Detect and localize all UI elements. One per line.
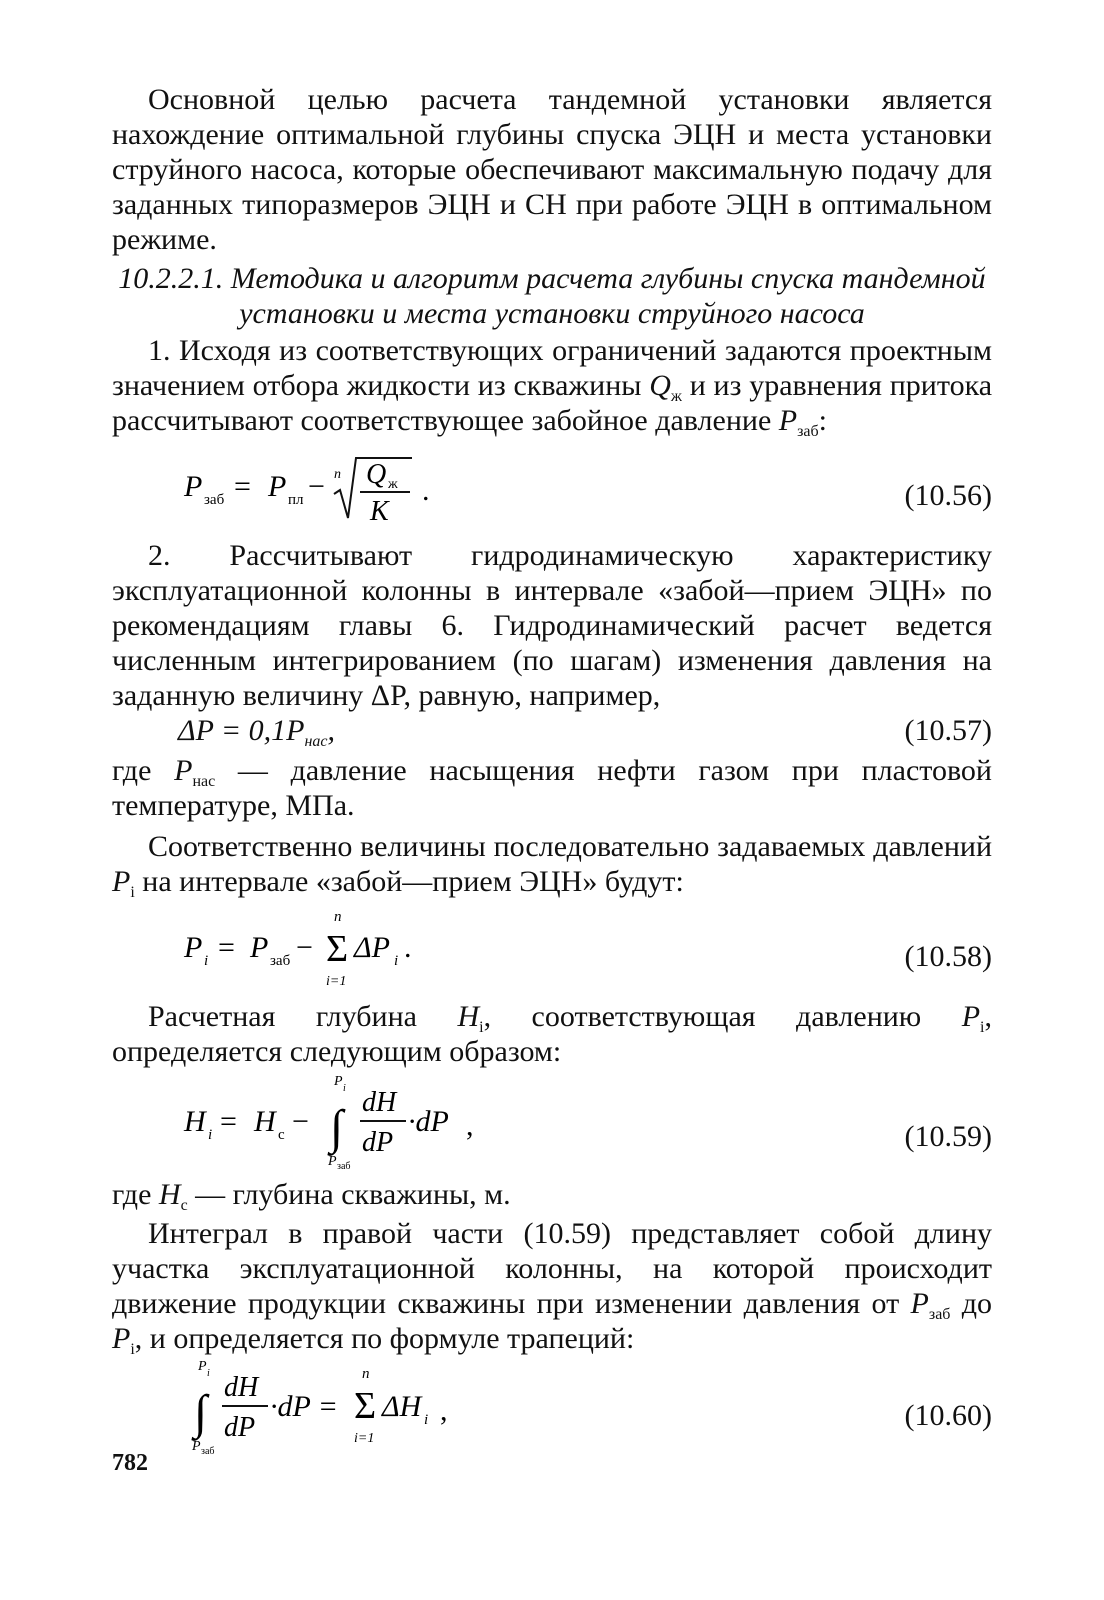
eq56-p-sub: пл — [288, 492, 304, 508]
step-1-text-b: и из уравнения притока рассчитывают соответствующее забойное давление — [112, 369, 993, 437]
eq56-end: . — [422, 474, 430, 507]
equation-number-10-57: (10.57) — [904, 714, 992, 747]
pi-var: P — [112, 865, 131, 898]
hi-p: P — [961, 1000, 981, 1033]
eq58-minus: − — [296, 931, 313, 964]
eq60-tail: ·dP = — [270, 1390, 339, 1423]
eq56-minus: − — [308, 470, 325, 503]
eq57-formula — [178, 713, 335, 748]
eq60-integral-sign: ∫ — [194, 1386, 208, 1439]
eq56-lhs: P — [184, 470, 203, 503]
eq58-lhs-sub: i — [204, 953, 209, 969]
equation-10-58 — [112, 899, 992, 999]
equation-10-60-formula — [184, 1356, 624, 1460]
eq60-upper-sub: i — [207, 1368, 210, 1379]
eq59-num: dH — [362, 1087, 397, 1118]
step-1-text-a: 1. Исходя из соответствующих ограничений задаются проектным значением отбора жидкости из скважины — [112, 334, 992, 402]
page-number: 782 — [112, 1450, 148, 1476]
var-p: P — [778, 404, 798, 437]
hi-paragraph — [112, 999, 992, 1069]
var-p-sub: заб — [797, 423, 819, 440]
page-body — [112, 82, 992, 1460]
pi-sub: i — [130, 884, 135, 901]
equation-number-10-60: (10.60) — [904, 1399, 992, 1432]
eq56-num-sub: ж — [388, 477, 398, 492]
eq60-sum-bottom: i=1 — [354, 1431, 375, 1446]
eq60-den: dP — [224, 1412, 256, 1443]
eq57-lhs: ΔP = 0,1P — [178, 714, 305, 747]
where-59-sub: с — [180, 1197, 188, 1214]
eq59-end: , — [466, 1109, 474, 1142]
eq58-sum-bottom: i=1 — [326, 974, 347, 989]
where-57-sub: нас — [192, 773, 216, 790]
hi-hsub: i — [479, 1019, 484, 1036]
eq57-end: , — [327, 714, 336, 747]
var-q-sub: ж — [670, 388, 682, 405]
integral-p2sub: i — [130, 1341, 135, 1358]
pi-paragraph — [112, 829, 992, 899]
integral-b: до — [950, 1287, 993, 1320]
pi-paragraph-b: на интервале «забой—прием ЭЦН» будут: — [134, 865, 684, 898]
eq58-term: ΔP — [354, 931, 390, 964]
equation-number-10-58: (10.58) — [904, 940, 992, 973]
step-1-text-c: : — [818, 404, 828, 437]
hi-h: H — [457, 1000, 480, 1033]
eq59-integral-sign: ∫ — [330, 1101, 344, 1154]
eq60-num: dH — [224, 1372, 259, 1403]
eq59-lhs-sub: i — [208, 1127, 213, 1143]
equation-10-60 — [112, 1356, 992, 1460]
where-59-a: где — [112, 1178, 159, 1211]
step-2-paragraph: 2. Рассчитывают гидродинамическую характеристику эксплуатационной колонны в интервале «забой—прием ЭЦН» по рекомендациям главы 6. Гидродинамический расчет ведется численным интегрированием (по шагам) изменения давления на заданную величину ΔP, равную, например, — [112, 539, 992, 712]
eq56-equals: = — [234, 470, 251, 503]
step-1-paragraph — [112, 333, 992, 438]
eq58-lhs: P — [184, 931, 203, 964]
where-59-var: H — [158, 1178, 181, 1211]
eq59-upper-sub: i — [343, 1083, 346, 1094]
equation-number-10-59: (10.59) — [904, 1120, 992, 1153]
intro-paragraph: Основной целью расчета тандемной установки является нахождение оптимальной глубины спуска ЭЦН и места установки струйного насоса, которые обеспечивают максимальную подачу для заданных типоразмеров ЭЦН и СН при работе ЭЦН в оптимальном режиме. — [112, 83, 992, 256]
eq60-upper: P — [198, 1359, 207, 1374]
integral-a: Интеграл в правой части (10.59) представляет собой длину участка эксплуатационной колонны, на которой происходит движение продукции скважины при изменении давления от — [112, 1217, 992, 1320]
section-heading: 10.2.2.1. Методика и алгоритм расчета глубины спуска тандемной установки и места установки струйного насоса — [118, 262, 986, 330]
integral-p1sub: заб — [928, 1306, 951, 1323]
eq59-lower-sub: заб — [337, 1161, 351, 1172]
eq60-end: , — [440, 1394, 448, 1427]
eq59-tail: ·dP — [408, 1105, 449, 1138]
eq58-sum-top: n — [334, 909, 342, 925]
eq58-sum-symbol: Σ — [326, 928, 349, 970]
where-57-var: P — [174, 754, 193, 787]
integral-p1: P — [910, 1287, 929, 1320]
eq58-p-sub: заб — [270, 953, 291, 969]
eq60-term: ΔH — [382, 1390, 422, 1423]
eq59-upper: P — [334, 1074, 343, 1089]
eq59-equals: = — [220, 1105, 237, 1138]
where-59-b: — глубина скважины, м. — [187, 1178, 511, 1211]
equation-10-58-formula — [184, 899, 584, 999]
eq56-num: Q — [366, 459, 387, 490]
eq58-end: . — [404, 931, 412, 964]
equation-10-57 — [112, 713, 992, 753]
eq60-sum-symbol: Σ — [354, 1385, 377, 1427]
eq57-sub: нас — [304, 733, 328, 750]
eq59-lower: P — [328, 1154, 337, 1169]
eq58-equals: = — [218, 931, 235, 964]
eq56-lhs-sub: заб — [204, 492, 225, 508]
where-57-a: где — [112, 754, 175, 787]
eq60-term-sub: i — [424, 1412, 429, 1428]
equation-10-56-formula — [184, 438, 584, 538]
where-57-b: — давление насыщения нефти газом при пластовой температуре, МПа. — [112, 754, 992, 822]
eq60-lower-sub: заб — [201, 1446, 215, 1457]
where-10-59 — [112, 1177, 992, 1212]
eq59-lhs: H — [184, 1105, 206, 1138]
hi-b: , соответствующая давлению — [483, 1000, 962, 1033]
eq59-den: dP — [362, 1127, 394, 1158]
integral-p2: P — [112, 1322, 131, 1355]
pi-paragraph-a: Соответственно величины последовательно задаваемых давлений — [148, 830, 992, 863]
eq56-den: K — [370, 496, 389, 527]
where-10-57 — [112, 753, 992, 823]
eq59-hc-sub: с — [278, 1127, 285, 1143]
equation-number-10-56: (10.56) — [904, 479, 992, 512]
var-q: Q — [649, 369, 671, 402]
eq56-p: P — [268, 470, 287, 503]
eq60-sum-top: n — [362, 1366, 370, 1382]
eq58-term-sub: i — [394, 953, 399, 969]
eq58-p: P — [250, 931, 269, 964]
equation-10-59 — [112, 1069, 992, 1177]
eq59-hc: H — [254, 1105, 276, 1138]
eq59-minus: − — [292, 1105, 309, 1138]
integral-paragraph — [112, 1216, 992, 1356]
equation-10-56 — [112, 438, 992, 538]
hi-psub: i — [980, 1019, 985, 1036]
equation-10-59-formula — [184, 1069, 624, 1177]
hi-a: Расчетная глубина — [148, 1000, 458, 1033]
eq56-root-index: n — [334, 467, 341, 482]
integral-c: , и определяется по формуле трапеций: — [134, 1322, 635, 1355]
hi-c: , определяется следующим образом: — [112, 1000, 992, 1068]
eq60-lower: P — [192, 1439, 201, 1454]
